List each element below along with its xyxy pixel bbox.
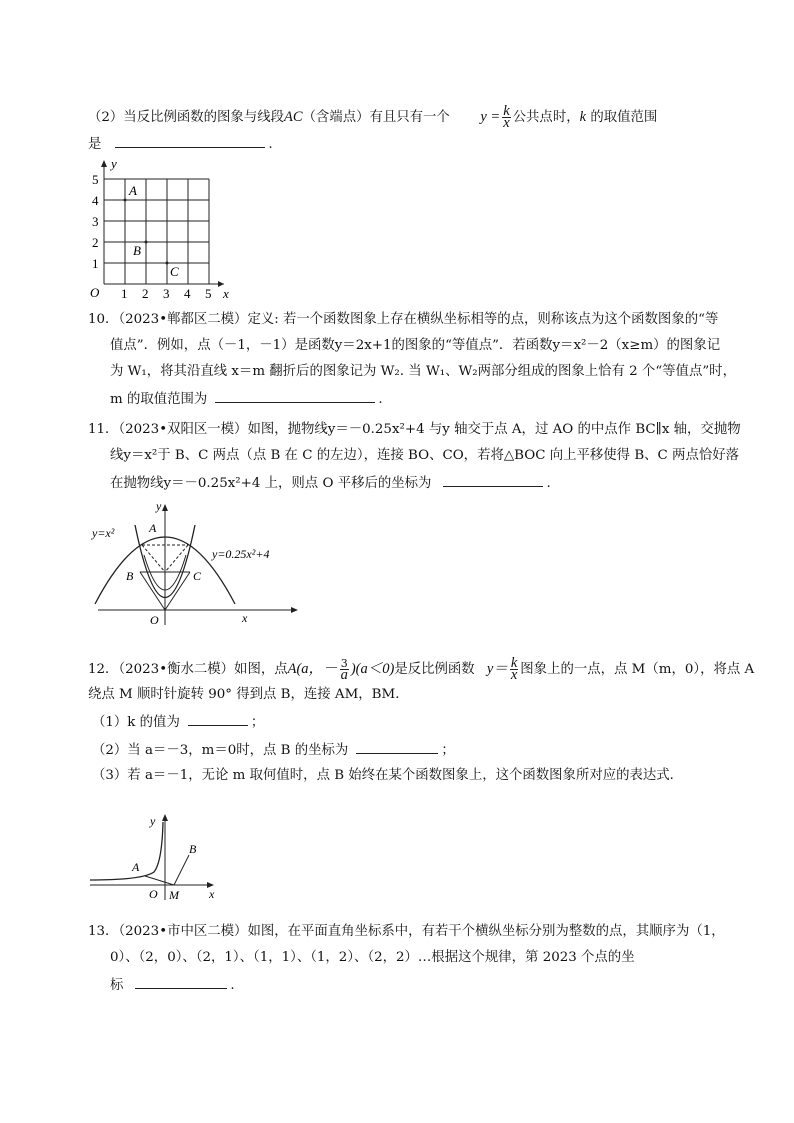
point-b-dot <box>145 241 148 244</box>
text: 图象上的一点，点 M（m，0），将点 A <box>520 662 755 677</box>
text: 的取值范围 <box>590 110 658 125</box>
text: . <box>230 978 235 993</box>
text: （含端点）有且只有一个 <box>302 110 450 125</box>
text: ； <box>250 715 265 730</box>
q13-line3 <box>110 974 235 996</box>
origin-label: O <box>150 613 159 627</box>
answer-blank[interactable] <box>115 133 265 148</box>
frac-den: x <box>510 667 518 683</box>
rotation-figure <box>88 812 228 904</box>
x-label: x <box>223 286 229 301</box>
point-b-label: B <box>126 569 134 583</box>
y-arrow <box>162 814 168 821</box>
answer-blank[interactable] <box>188 711 248 726</box>
q9-part2-line2 <box>88 133 273 155</box>
q10-line2: 值点”．例如，点（－1，－1）是函数y＝2x+1的图象的“等值点”．若函数y＝x²－2（x≥m）的图象记 <box>110 338 721 353</box>
point-b-label: B <box>189 842 197 856</box>
q13-line1: 13．（2023•市中区二模）如图，在平面直角坐标系中，有若干个横纵坐标分别为整数的点，其顺序为（1， <box>88 924 725 939</box>
k-label: k <box>579 109 587 125</box>
point-m-label: M <box>169 888 179 902</box>
q12-line2: 绕点 M 顺时针旋转 90° 得到点 B，连接 AM，BM． <box>88 687 409 702</box>
segment-ac-label: AC <box>284 109 303 125</box>
q10-line3: 为 W₁，将其沿直线 x＝m 翻折后的图象记为 W₂. 当 W₁、W₂两部分组成的图象上恰有 2 个“等值点”时， <box>110 364 736 379</box>
answer-blank[interactable] <box>443 472 543 487</box>
text: （2）当 a＝－3，m＝0时，点 B 的坐标为 <box>92 743 349 758</box>
text: （1）k 的值为 <box>92 715 180 730</box>
q11-line1: 11．（2023•双阳区一模）如图，抛物线y＝－0.25x²+4 与y 轴交于点 A，过 AO 的中点作 BC∥x 轴，交抛物 <box>88 422 741 437</box>
frac-num: k <box>503 103 510 119</box>
fn-lhs: y＝ <box>486 661 508 677</box>
y-tick: 2 <box>92 235 99 250</box>
text: 标 <box>110 978 124 993</box>
point-a-label: A <box>132 860 140 874</box>
segment-bm <box>174 855 189 885</box>
q13-line2: 0）、（2，0）、（2，1）、（1，1）、（1，2）、（2，2）…根据这个规律，第 2023 个点的坐 <box>110 950 635 965</box>
y-label: y <box>111 156 117 171</box>
point-a-expr: A(a，－ <box>287 661 338 677</box>
point-b-label: B <box>133 243 141 258</box>
frac-lhs: y = <box>480 109 501 125</box>
text: 12．（2023•衡水二模）如图，点 <box>88 662 288 677</box>
fraction-k-over-x <box>502 103 510 131</box>
q12-sub2 <box>92 739 455 761</box>
frac-den: x <box>503 115 510 131</box>
answer-blank[interactable] <box>356 739 438 754</box>
q12-sub1 <box>92 711 264 733</box>
x-axis-label: x <box>242 611 248 625</box>
x-tick: 2 <box>142 286 149 301</box>
x-tick: 1 <box>121 286 128 301</box>
frac-den: a <box>340 667 348 683</box>
y-tick: 5 <box>92 172 99 187</box>
text: . <box>268 137 273 152</box>
q11-line2: 线y＝x²于 B、C 两点（点 B 在 C 的左边），连接 BO、CO，若将△BOC 向上平移使得 B、C 两点恰好落 <box>110 448 740 463</box>
answer-blank[interactable] <box>135 974 227 989</box>
y-arrow <box>162 504 168 511</box>
text: ； <box>441 743 455 758</box>
x-tick: 5 <box>205 286 212 301</box>
q11-line3 <box>110 472 551 494</box>
origin-label: O <box>149 887 158 901</box>
x-axis-label: x <box>209 887 215 901</box>
x-tick: 3 <box>163 286 170 301</box>
fraction-3-over-a <box>340 658 349 681</box>
frac-num: k <box>510 655 518 671</box>
hyperbola-branch <box>90 822 163 880</box>
point-a-label: A <box>149 521 157 535</box>
fraction-k-over-x <box>510 655 518 683</box>
x-tick: 4 <box>184 286 191 301</box>
origin-label: O <box>90 285 100 300</box>
label-y-quad: y=0.25x²+4 <box>212 547 270 561</box>
y-tick: 3 <box>92 214 99 229</box>
frac-num: 3 <box>340 657 348 670</box>
text: . <box>378 392 383 407</box>
q9-part2-line1 <box>88 103 658 131</box>
y-arrow <box>101 160 107 167</box>
point-a-dot <box>124 199 127 202</box>
y-tick: 1 <box>92 256 99 271</box>
text: （2）当反比例函数的图象与线段 <box>88 110 284 125</box>
text: 公共点时， <box>512 110 580 125</box>
answer-blank[interactable] <box>215 388 375 403</box>
grid-figure <box>82 158 242 302</box>
point-a-label: A <box>129 183 137 198</box>
point-c-label: C <box>193 569 202 583</box>
q12-sub3: （3）若 a＝－1，无论 m 取何值时，点 B 始终在某个函数图象上，这个函数图象所对应的表达式． <box>92 768 684 783</box>
parabola-figure <box>90 500 310 630</box>
text: 是反比例函数 <box>394 662 475 677</box>
point-c-dot <box>166 262 169 265</box>
point-a-expr: )(a＜0) <box>350 661 395 677</box>
text: m 的取值范围为 <box>110 392 208 407</box>
text: 是 <box>88 137 102 152</box>
text: . <box>546 476 551 491</box>
point-c-label: C <box>170 264 179 279</box>
text: 在抛物线y＝－0.25x²+4 上，则点 O 平移后的坐标为 <box>110 476 432 491</box>
y-axis-label: y <box>150 814 156 828</box>
q10-line4 <box>110 388 383 410</box>
label-y-x2: y=x² <box>92 526 115 540</box>
x-arrow <box>291 607 298 613</box>
q10-line1: 10．（2023•郸都区二模）定义: 若一个函数图象上存在横纵坐标相等的点，则称该点为这个函数图象的“等 <box>88 312 719 327</box>
q12-line1 <box>88 655 755 683</box>
y-tick: 4 <box>92 193 99 208</box>
segment-am <box>145 876 174 885</box>
y-axis-label: y <box>156 499 162 513</box>
